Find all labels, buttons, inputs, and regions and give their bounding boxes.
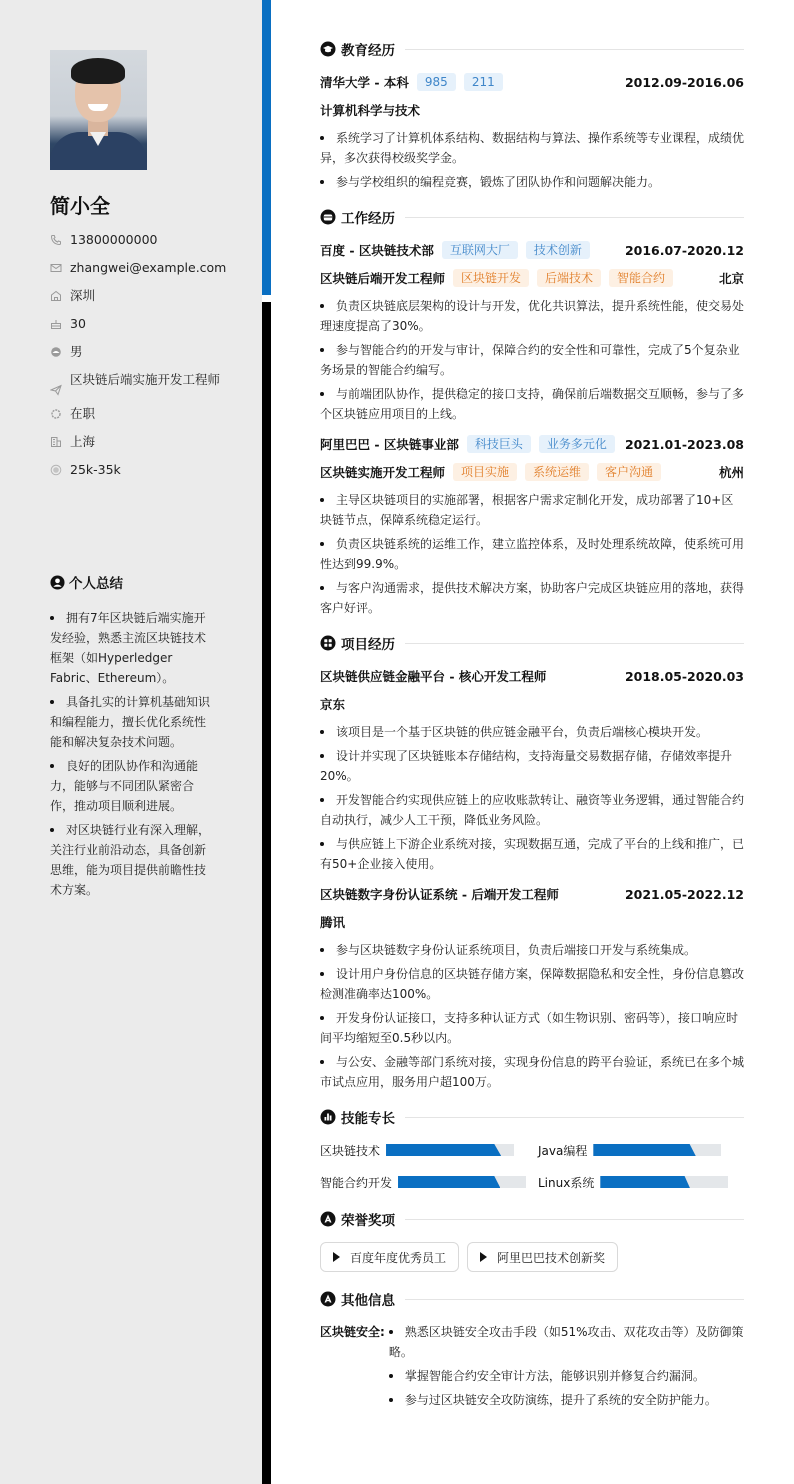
cake-icon bbox=[50, 318, 62, 330]
education-heading: 教育经历 bbox=[320, 38, 744, 60]
skills-section bbox=[320, 1106, 744, 1192]
contact-info-list bbox=[50, 230, 227, 488]
bullet-item: 参与学校组织的编程竞赛，锻炼了团队协作和问题解决能力。 bbox=[320, 172, 744, 192]
award-chip: 阿里巴巴技术创新奖 bbox=[467, 1242, 618, 1272]
info-city bbox=[50, 432, 220, 452]
summary-item: 对区块链行业有深入理解，关注行业前沿动态，具备创新思维，能为项目提供前瞻性技术方案。 bbox=[50, 823, 211, 897]
bullet-item: 开发智能合约实现供应链上的应收账款转让、融资等业务逻辑，通过智能合约自动执行，减少人工干预，降低业务风险。 bbox=[320, 793, 745, 827]
bullet-item: 设计用户身份信息的区块链存储方案，保障数据隐私和安全性，身份信息篡改检测准确率达100%。 bbox=[320, 967, 745, 1001]
skill-bar bbox=[386, 1144, 514, 1156]
job-city: 北京 bbox=[718, 271, 744, 286]
company-tag: 技术创新 bbox=[526, 241, 590, 259]
bullet-item: 负责区块链系统的运维工作，建立监控体系，及时处理系统故障，使系统可用性达到99.9%。 bbox=[320, 537, 745, 571]
job-intent-text: 区块链后端实施开发工程师 bbox=[70, 372, 221, 387]
project-name: 区块链数字身份认证系统 - 后端开发工程师 bbox=[320, 887, 559, 902]
profile-name: 简小全 bbox=[50, 194, 110, 218]
company-tag: 互联网大厂 bbox=[442, 241, 518, 259]
info-gender bbox=[50, 342, 220, 362]
role-tag: 后端技术 bbox=[537, 269, 601, 287]
age-text: 30 bbox=[70, 316, 86, 331]
skill-item: Linux系统 bbox=[538, 1172, 744, 1192]
info-location bbox=[50, 286, 220, 306]
job-city: 杭州 bbox=[718, 465, 744, 480]
work-section bbox=[320, 206, 744, 618]
bullet-item: 负责区块链底层架构的设计与开发，优化共识算法，提升系统性能，使交易处理速度提高了30%。 bbox=[320, 299, 745, 333]
summary-item: 拥有7年区块链后端实施开发经验，熟悉主流区块链技术框架（如Hyperledger Fabric、Ethereum）。 bbox=[50, 611, 207, 685]
school-name: 清华大学 - 本科 bbox=[320, 75, 409, 90]
role-tag: 系统运维 bbox=[525, 463, 589, 481]
education-date: 2012.09-2016.06 bbox=[624, 74, 744, 90]
award-chip: 百度年度优秀员工 bbox=[320, 1242, 459, 1272]
company-tag: 科技巨头 bbox=[467, 435, 531, 453]
role-tag: 区块链开发 bbox=[453, 269, 529, 287]
education-bullets bbox=[320, 128, 744, 192]
accent-bar bbox=[262, 0, 271, 295]
job-role: 区块链实施开发工程师 bbox=[320, 465, 446, 480]
project-entry bbox=[320, 884, 744, 1092]
role-tag: 项目实施 bbox=[453, 463, 517, 481]
status-icon bbox=[50, 408, 62, 420]
bullet-item: 参与区块链数字身份认证系统项目，负责后端接口开发与系统集成。 bbox=[320, 940, 744, 960]
location-text: 深圳 bbox=[70, 288, 96, 303]
mail-icon bbox=[50, 262, 62, 274]
graduation-cap-icon bbox=[320, 41, 336, 57]
job-role: 区块链后端开发工程师 bbox=[320, 271, 446, 286]
section-rule bbox=[405, 49, 744, 50]
job-date: 2021.01-2023.08 bbox=[624, 436, 744, 452]
projects-section bbox=[320, 632, 744, 1092]
skill-bar bbox=[593, 1144, 721, 1156]
gender-icon bbox=[50, 346, 62, 358]
status-text: 在职 bbox=[70, 406, 96, 421]
projects-heading: 项目经历 bbox=[320, 632, 744, 654]
job-date: 2016.07-2020.12 bbox=[624, 242, 744, 258]
project-entry bbox=[320, 666, 744, 874]
bullet-item: 与前端团队协作，提供稳定的接口支持，确保前后端数据交互顺畅，参与了多个区块链应用项目的上线。 bbox=[320, 387, 745, 421]
bullet-item: 开发身份认证接口，支持多种认证方式（如生物识别、密码等），接口响应时间平均缩短至0.5秒以内。 bbox=[320, 1011, 739, 1045]
company-tag: 业务多元化 bbox=[539, 435, 615, 453]
resume-main bbox=[320, 38, 744, 1414]
city-text: 上海 bbox=[70, 434, 96, 449]
other-info bbox=[320, 1322, 744, 1414]
education-section bbox=[320, 38, 744, 192]
info-status bbox=[50, 404, 220, 424]
summary-list bbox=[50, 608, 214, 904]
job-entry bbox=[320, 240, 744, 424]
school-tag: 985 bbox=[417, 73, 456, 91]
skill-bar bbox=[398, 1176, 526, 1188]
bullet-item: 参与过区块链安全攻防演练，提升了系统的安全防护能力。 bbox=[389, 1390, 744, 1410]
major: 计算机科学与技术 bbox=[320, 103, 421, 118]
briefcase-icon bbox=[320, 209, 336, 225]
role-tag: 智能合约 bbox=[609, 269, 673, 287]
building-icon bbox=[50, 436, 62, 448]
bullet-item: 熟悉区块链安全攻击手段（如51%攻击、双花攻击等）及防御策略。 bbox=[388, 1325, 744, 1359]
avatar bbox=[50, 50, 147, 170]
section-rule bbox=[405, 1219, 744, 1220]
info-age bbox=[50, 314, 220, 334]
skill-item: Java编程 bbox=[538, 1140, 744, 1160]
other-section bbox=[320, 1288, 744, 1414]
section-rule bbox=[405, 643, 744, 644]
info-job-intent bbox=[50, 370, 220, 396]
bullet-item: 参与智能合约的开发与审计，保障合约的安全性和可靠性，完成了5个复杂业务场景的智能合约编写。 bbox=[320, 343, 740, 377]
other-key: 区块链安全: bbox=[320, 1325, 385, 1339]
bullet-item: 系统学习了计算机体系结构、数据结构与算法、操作系统等专业课程，成绩优异，多次获得校级奖学金。 bbox=[320, 131, 745, 165]
bullet-item: 掌握智能合约安全审计方法，能够识别并修复合约漏洞。 bbox=[389, 1366, 744, 1386]
major-row bbox=[320, 100, 744, 120]
job-entry bbox=[320, 434, 744, 618]
school-tag: 211 bbox=[464, 73, 503, 91]
salary-icon bbox=[50, 464, 62, 476]
bullet-item: 主导区块链项目的实施部署，根据客户需求定制化开发，成功部署了10+区块链节点，保障系统稳定运行。 bbox=[320, 493, 734, 527]
company-name: 百度 - 区块链技术部 bbox=[320, 243, 434, 258]
bullet-item: 该项目是一个基于区块链的供应链金融平台，负责后端核心模块开发。 bbox=[320, 722, 744, 742]
skill-item: 区块链技术 bbox=[320, 1140, 538, 1160]
bar-chart-icon bbox=[320, 1109, 336, 1125]
play-icon bbox=[333, 1252, 340, 1262]
user-circle-icon bbox=[50, 575, 65, 590]
project-date: 2021.05-2022.12 bbox=[624, 886, 744, 902]
home-icon bbox=[50, 290, 62, 302]
divider-bar bbox=[262, 302, 271, 1484]
awards-section bbox=[320, 1208, 744, 1272]
summary-heading: 个人总结 bbox=[50, 572, 123, 592]
bullet-item: 与供应链上下游企业系统对接，实现数据互通，完成了平台的上线和推广，已有50+企业接入使用。 bbox=[320, 837, 745, 871]
salary-text: 25k-35k bbox=[70, 462, 121, 477]
work-heading: 工作经历 bbox=[320, 206, 744, 228]
info-icon bbox=[320, 1291, 336, 1307]
education-row bbox=[320, 72, 744, 92]
company-name: 阿里巴巴 - 区块链事业部 bbox=[320, 437, 459, 452]
skills-grid bbox=[320, 1140, 744, 1192]
section-rule bbox=[405, 1117, 744, 1118]
awards-list bbox=[320, 1242, 744, 1272]
phone-icon bbox=[50, 234, 62, 246]
email-text: zhangwei@example.com bbox=[70, 260, 227, 275]
skill-bar bbox=[600, 1176, 728, 1188]
role-tag: 客户沟通 bbox=[597, 463, 661, 481]
project-company: 京东 bbox=[320, 697, 346, 712]
project-name: 区块链供应链金融平台 - 核心开发工程师 bbox=[320, 669, 547, 684]
info-phone bbox=[50, 230, 220, 250]
award-icon bbox=[320, 1211, 336, 1227]
other-heading: 其他信息 bbox=[320, 1288, 744, 1310]
section-rule bbox=[405, 1299, 744, 1300]
summary-item: 良好的团队协作和沟通能力，能够与不同团队紧密合作，推动项目顺利进展。 bbox=[50, 759, 199, 813]
play-icon bbox=[480, 1252, 487, 1262]
grid-icon bbox=[320, 635, 336, 651]
section-rule bbox=[405, 217, 744, 218]
gender-text: 男 bbox=[70, 344, 83, 359]
project-date: 2018.05-2020.03 bbox=[624, 668, 744, 684]
bullet-item: 设计并实现了区块链账本存储结构，支持海量交易数据存储，存储效率提升20%。 bbox=[320, 749, 733, 783]
bullet-item: 与客户沟通需求，提供技术解决方案，协助客户完成区块链应用的落地，获得客户好评。 bbox=[320, 581, 745, 615]
bullet-item: 与公安、金融等部门系统对接，实现身份信息的跨平台验证，系统已在多个城市试点应用，服务用户超100万。 bbox=[320, 1055, 745, 1089]
skills-heading: 技能专长 bbox=[320, 1106, 744, 1128]
info-salary bbox=[50, 460, 220, 480]
info-email bbox=[50, 258, 227, 278]
send-icon bbox=[50, 384, 62, 396]
summary-item: 具备扎实的计算机基础知识和编程能力，擅长优化系统性能和解决复杂技术问题。 bbox=[50, 695, 211, 749]
sidebar bbox=[0, 0, 262, 1484]
awards-heading: 荣誉奖项 bbox=[320, 1208, 744, 1230]
skill-item: 智能合约开发 bbox=[320, 1172, 538, 1192]
project-company: 腾讯 bbox=[320, 915, 346, 930]
phone-text: 13800000000 bbox=[70, 232, 158, 247]
